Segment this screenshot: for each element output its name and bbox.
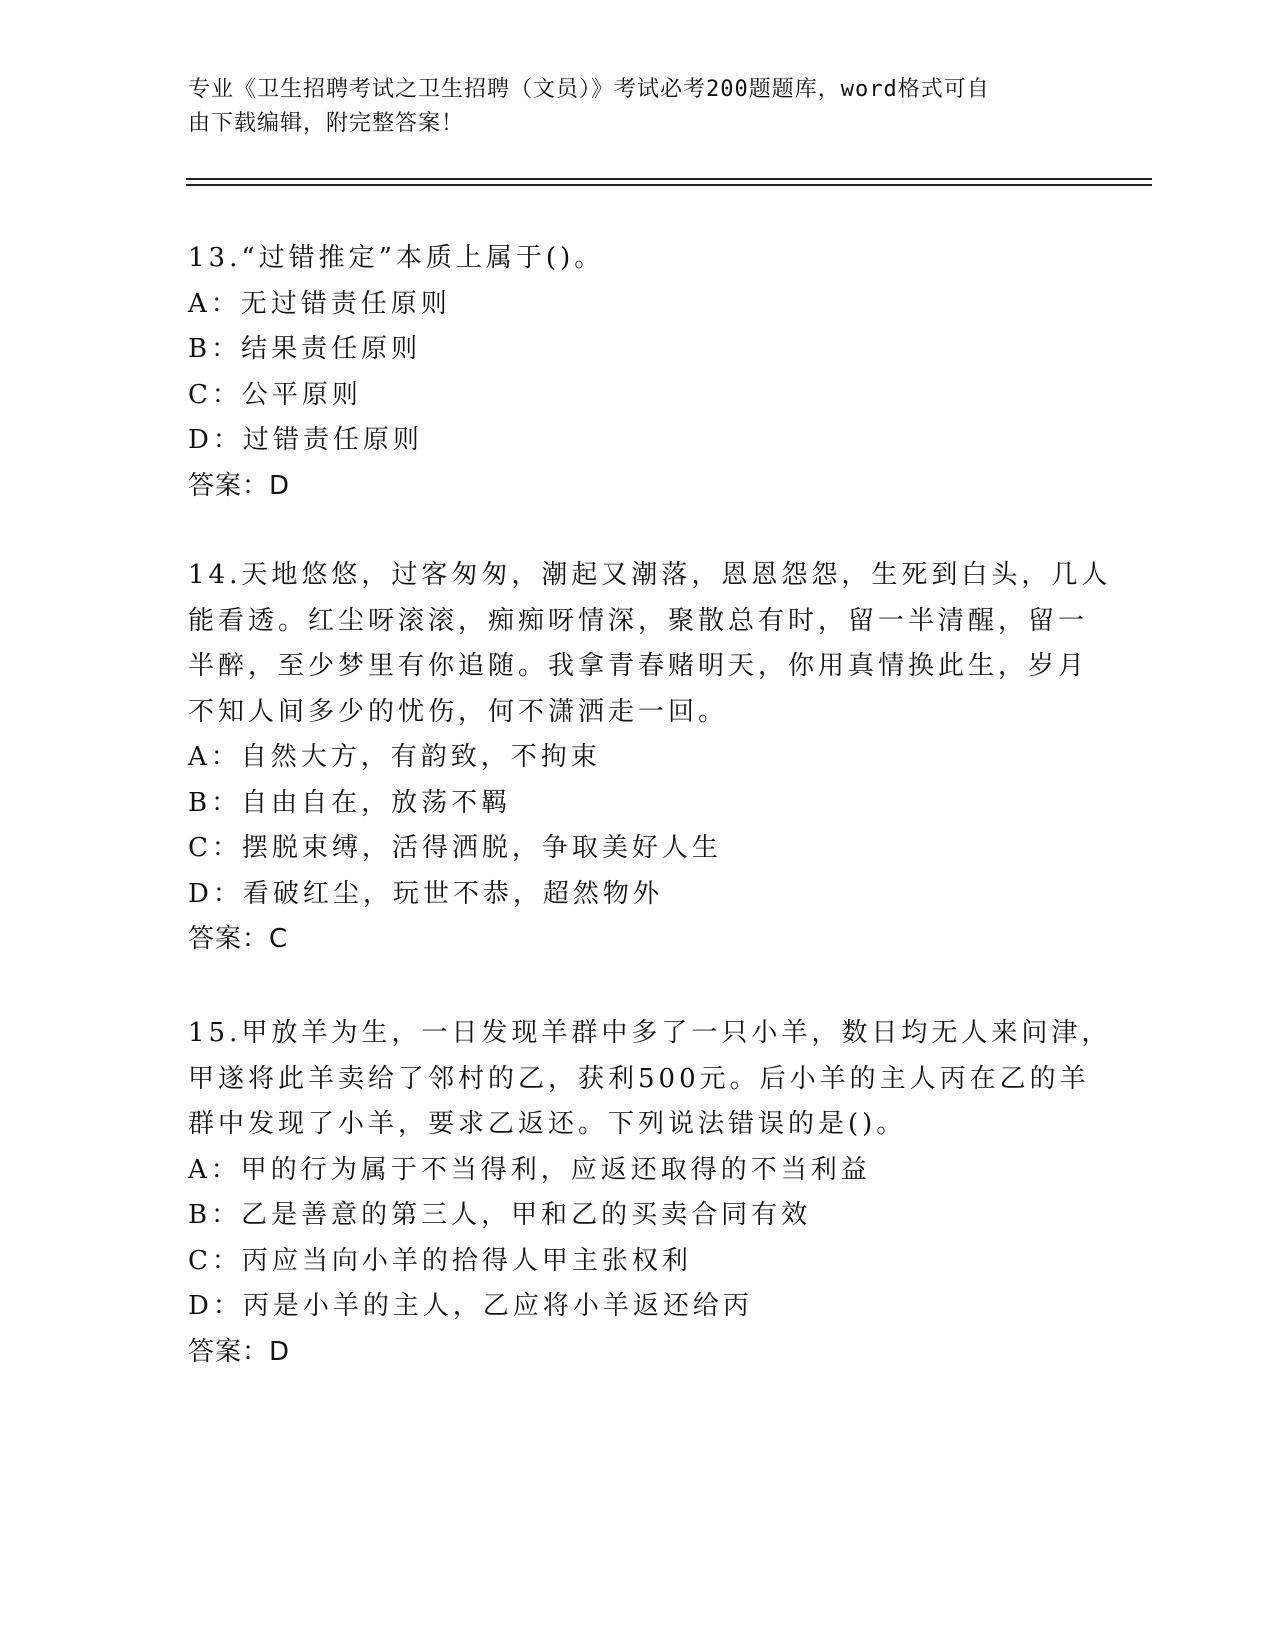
header-divider-bottom [186, 184, 1152, 186]
header-line-2: 由下载编辑，附完整答案！ [188, 111, 465, 136]
answer-line: 答案：D [188, 1336, 291, 1367]
option-b: B：乙是善意的第三人，甲和乙的买卖合同有效 [188, 1200, 812, 1230]
question-stem: 15.甲放羊为生，一日发现羊群中多了一只小羊，数日均无人来问津， [188, 1018, 1112, 1048]
question-15 [188, 1011, 1112, 1375]
question-stem: 13.“过错推定”本质上属于()。 [188, 243, 605, 273]
header-line-1: 专业《卫生招聘考试之卫生招聘（文员）》考试必考200题题库，word格式可自 [188, 77, 990, 102]
option-b: B：自由自在，放荡不羁 [188, 787, 512, 818]
option-c: C：公平原则 [188, 379, 362, 410]
option-d: D：过错责任原则 [188, 425, 423, 455]
header-divider-top [186, 178, 1152, 180]
option-d: D：看破红尘，玩世不恭，超然物外 [188, 878, 663, 909]
question-14 [188, 553, 1112, 963]
option-b: B：结果责任原则 [188, 334, 422, 364]
option-a: A：无过错责任原则 [188, 288, 451, 319]
answer-line: 答案：D [188, 470, 291, 501]
option-a: A：甲的行为属于不当得利，应返还取得的不当利益 [188, 1154, 871, 1185]
document-header [188, 73, 1068, 141]
question-stem: 14.天地悠悠，过客匆匆，潮起又潮落，恩恩怨怨，生死到白头，几人 [188, 560, 1112, 590]
question-stem: 甲遂将此羊卖给了邻村的乙，获利500元。后小羊的主人丙在乙的羊 [188, 1063, 1090, 1094]
question-stem: 群中发现了小羊，要求乙返还。下列说法错误的是()。 [188, 1109, 907, 1139]
option-d: D：丙是小羊的主人，乙应将小羊返还给丙 [188, 1291, 753, 1321]
question-stem: 半醉，至少梦里有你追随。我拿青春赌明天，你用真情换此生，岁月 [188, 651, 1089, 681]
option-c: C：丙应当向小羊的拾得人甲主张权利 [188, 1245, 692, 1276]
question-stem: 不知人间多少的忧伤，何不潇洒走一回。 [188, 696, 729, 727]
answer-line: 答案：C [188, 924, 289, 954]
question-stem: 能看透。红尘呀滚滚，痴痴呀情深，聚散总有时，留一半清醒，留一 [188, 605, 1089, 636]
question-13 [188, 236, 1088, 509]
option-c: C：摆脱束缚，活得洒脱，争取美好人生 [188, 833, 722, 863]
option-a: A：自然大方，有韵致，不拘束 [188, 742, 601, 772]
